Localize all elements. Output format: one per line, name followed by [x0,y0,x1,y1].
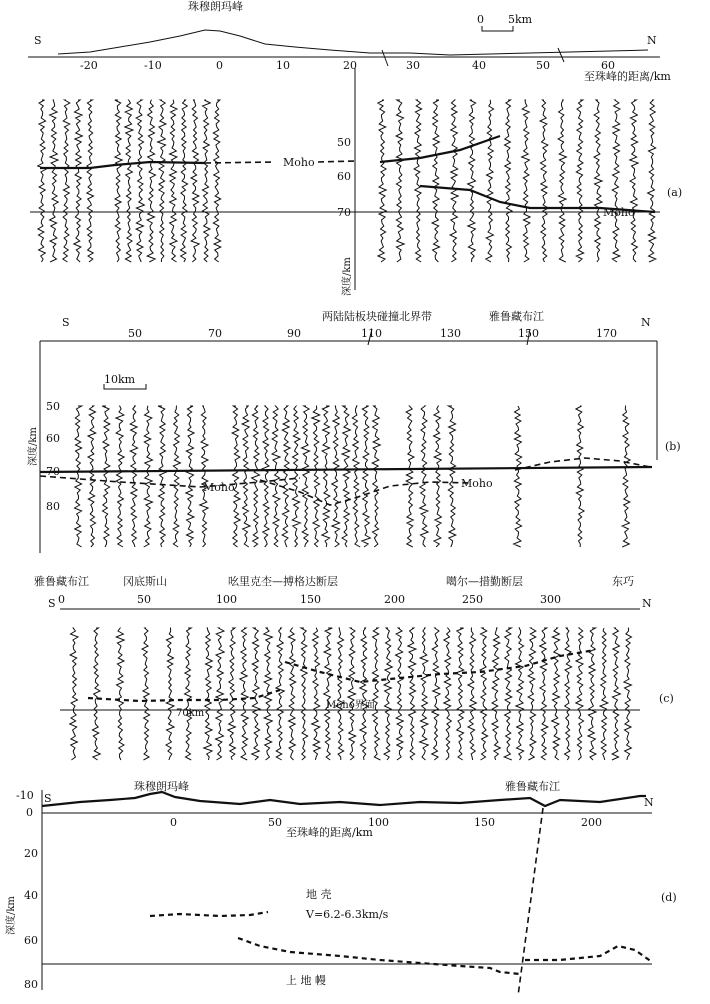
seismic-trace [450,100,458,262]
panel-d-crust-label: 地 壳 [306,888,332,901]
seismic-trace [87,100,94,262]
seismic-trace [504,628,512,760]
seismic-trace [522,100,531,262]
panel-b-depth-50: 50 [46,400,60,413]
panel-d-tick-0: 0 [170,816,177,829]
seismic-trace [252,628,260,760]
seismic-trace [332,406,340,547]
panel-a-scale-five: 5km [508,13,533,26]
panel-a-moho-left-label: Moho [283,156,315,169]
seismic-trace [102,406,110,547]
panel-a-tick-8: 50 [536,59,550,72]
panel-b-scale-label: 10km [104,373,136,386]
panel-a-scale-bar [482,26,513,31]
panel-b-moho-left-label: Moho [203,481,235,494]
panel-d-depth-20: 20 [24,847,38,860]
seismic-trace [444,628,452,760]
seismic-trace [144,406,153,547]
seismic-trace [324,628,333,760]
seismic-trace [622,406,630,547]
seismic-trace [262,406,269,547]
seismic-trace [282,406,290,547]
panel-c-tick-50: 50 [137,593,151,606]
seismic-trace [147,100,155,262]
panel-a-tick-9: 60 [601,59,615,72]
panel-b [26,309,681,553]
panel-b-depth-80: 80 [46,500,60,513]
panel-a-tick-5: 20 [343,59,357,72]
panel-c-moho-label: Moho界面 [326,700,375,711]
seismic-trace [540,628,548,760]
panel-d-depth-label: 深度/km [6,896,17,935]
seismic-trace [63,100,70,262]
seismic-trace [302,406,310,547]
seismic-trace [191,100,199,262]
seismic-trace [292,406,300,547]
panel-c-depth-marker: 70km [176,708,205,719]
panel-b-river-label: 雅鲁藏布江 [489,310,544,323]
seismic-trace [396,100,404,262]
seismic-trace [181,100,188,262]
seismic-trace [594,100,602,262]
seismic-trace [648,100,656,262]
panel-a-moho-left-solid [40,162,205,168]
seismic-trace [173,406,180,547]
seismic-trace [216,628,225,760]
seismic-trace [372,628,380,760]
panel-a-tag: (a) [667,186,683,199]
panel-c-tick-250: 250 [462,593,483,606]
panel-d-elev-0: 0 [26,806,33,819]
seismic-trace [88,406,96,547]
panel-b-seismic-traces [75,406,631,547]
seismic-trace [372,406,380,547]
panel-c-tag: (c) [659,692,674,705]
panel-c-place-2: 冈底斯山 [123,575,167,588]
seismic-trace [468,100,476,262]
panel-b-tick-50: 50 [128,327,142,340]
seismic-trace [434,406,442,547]
panel-a-tick-6: 30 [406,59,420,72]
panel-c-moho-lower [88,690,280,701]
seismic-trace [240,628,249,760]
seismic-trace [360,628,368,760]
seismic-trace [516,628,524,760]
seismic-trace [276,628,284,760]
seismic-trace [115,100,122,262]
seismic-trace [312,406,320,547]
panel-a-depth-50: 50 [337,136,351,149]
seismic-trace [158,100,166,262]
seismic-trace [202,100,210,262]
seismic-trace [420,406,428,547]
seismic-trace [200,406,208,547]
panel-b-boundary-label: 两陆陆板块碰撞北界带 [322,310,432,323]
seismic-trace [70,628,78,760]
panel-d-tick-150: 150 [474,816,495,829]
seismic-trace [158,406,166,547]
panel-a-peak-label: 珠穆朗玛峰 [188,0,243,13]
panel-d-tick-200: 200 [581,816,602,829]
panel-c-place-1: 雅鲁藏布江 [34,575,89,588]
seismic-trace [342,406,350,547]
seismic-trace [588,628,596,760]
panel-a-north-label: N [647,34,657,47]
seismic-trace [624,628,632,760]
seismic-trace [552,628,560,760]
seismic-trace [576,406,584,547]
panel-d-tick-100: 100 [368,816,389,829]
seismic-trace [420,628,429,760]
seismic-trace [185,628,192,760]
panel-d-tick-50: 50 [268,816,282,829]
panel-a-tick-7: 40 [472,59,486,72]
seismic-trace [352,406,360,547]
panel-d-peak-label: 珠穆朗玛峰 [134,780,189,793]
panel-d-depth-60: 60 [24,934,38,947]
seismic-trace [378,100,387,262]
panel-a-depth-70: 70 [337,206,351,219]
panel-b-depth-70: 70 [46,465,60,478]
panel-a-tick-4: 10 [276,59,290,72]
panel-c [34,574,674,760]
seismic-trace [558,100,566,262]
seismic-trace [612,628,621,760]
panel-c-place-3: 吆里克杢—搏格达断层 [228,575,338,588]
panel-b-tick-170: 170 [596,327,617,340]
seismic-trace [50,100,59,262]
panel-d-moho-north [525,946,652,962]
panel-c-tick-300: 300 [540,593,561,606]
seismic-trace [492,628,501,760]
seismic-trace [576,628,584,760]
seismic-trace [75,406,82,547]
panel-c-north-label: N [642,597,652,610]
seismic-trace [336,628,344,760]
seismic-trace [92,628,100,760]
panel-a-break-mark-1 [382,50,388,66]
seismic-trace [312,628,321,760]
panel-c-tick-100: 100 [216,593,237,606]
seismic-trace [136,100,144,262]
panel-a-tick-2: -10 [144,59,162,72]
panel-a-scale-zero: 0 [477,13,484,26]
seismic-trace [204,628,213,760]
panel-d [4,779,677,996]
seismic-trace [514,406,522,547]
panel-d-moho-middle [238,938,520,974]
panel-d-fault-line [518,808,543,996]
seismic-trace [540,100,548,262]
seismic-trace [612,100,620,262]
seismic-trace [576,100,583,262]
seismic-trace [348,628,356,760]
seismic-trace [116,406,124,547]
panel-a-south-label: S [34,34,42,47]
seismic-trace [301,628,308,760]
seismic-trace [130,406,137,547]
panel-b-tick-90: 90 [287,327,301,340]
panel-d-velocity-label: V=6.2-6.3km/s [306,908,389,921]
seismic-trace [468,628,477,760]
panel-b-moho-right-label: Moho [461,477,493,490]
seismic-trace [432,628,440,760]
panel-c-tick-200: 200 [384,593,405,606]
seismic-trace [414,100,422,262]
panel-b-tick-150: 150 [518,327,539,340]
seismic-trace [528,628,536,760]
seismic-trace [116,628,124,760]
seismic-trace [630,100,638,262]
panel-a-break-mark-2 [558,48,564,62]
panel-b-north-label: N [641,316,651,329]
panel-a-depth-label: 深度/km [342,257,353,296]
panel-d-depth-80: 80 [24,978,38,991]
seismic-trace [252,406,260,547]
seismic-trace [480,628,488,760]
panel-c-seismic-traces [70,628,632,760]
seismic-trace [170,100,178,262]
seismic-trace [288,628,295,760]
panel-a [28,0,682,296]
seismic-trace [384,628,392,760]
panel-c-place-5: 东巧 [612,575,634,588]
panel-a-tick-3: 0 [216,59,223,72]
seismic-trace [456,628,464,760]
panel-b-depth-label: 深度/km [28,427,39,466]
panel-c-tick-150: 150 [300,593,321,606]
panel-b-tag: (b) [665,440,681,453]
seismic-trace [142,628,150,760]
seismic-trace [38,100,47,262]
panel-d-river-label: 雅鲁藏布江 [505,780,560,793]
seismic-trace [396,628,404,760]
seismic-trace [322,406,330,547]
seismic-trace [125,100,133,262]
panel-b-tick-110: 110 [361,327,382,340]
seismic-trace [74,100,83,262]
panel-d-x-label: 至珠峰的距离/km [286,826,373,839]
seismic-trace [505,100,513,262]
panel-d-depth-40: 40 [24,889,38,902]
panel-b-depth-60: 60 [46,432,60,445]
seismic-trace [486,100,494,262]
panel-b-tick-70: 70 [208,327,222,340]
panel-c-south-label: S [48,597,56,610]
panel-d-moho-shallow [150,912,268,916]
panel-b-south-label: S [62,316,70,329]
panel-a-tick-1: -20 [80,59,98,72]
seismic-trace [272,406,280,547]
seismic-trace [448,406,456,547]
seismic-trace [213,100,221,262]
seismic-trace [565,628,572,760]
panel-d-tag: (d) [661,891,677,904]
panel-a-depth-60: 60 [337,170,351,183]
panel-d-mantle-label: 上 地 幔 [286,974,326,987]
seismic-trace [232,406,240,547]
panel-d-topography [42,792,646,806]
seismic-trace [186,406,194,547]
seismic-trace [600,628,608,760]
seismic-trace [408,628,416,760]
seismic-trace [228,628,236,760]
panel-d-north-label: N [644,796,654,809]
panel-b-tick-130: 130 [440,327,461,340]
seismic-trace [242,406,250,547]
panel-a-moho-right-label: Moho [603,206,635,219]
panel-d-south-label: S [44,792,52,805]
panel-c-tick-0: 0 [58,593,65,606]
panel-d-elev-neg10: -10 [16,789,34,802]
seismic-trace [362,406,371,547]
panel-a-x-label: 至珠峰的距离/km [584,70,671,83]
seismic-trace [406,406,414,547]
panel-c-place-4: 噶尔—措勤断层 [446,575,523,588]
seismic-trace [166,628,174,760]
seismic-trace [432,100,440,262]
